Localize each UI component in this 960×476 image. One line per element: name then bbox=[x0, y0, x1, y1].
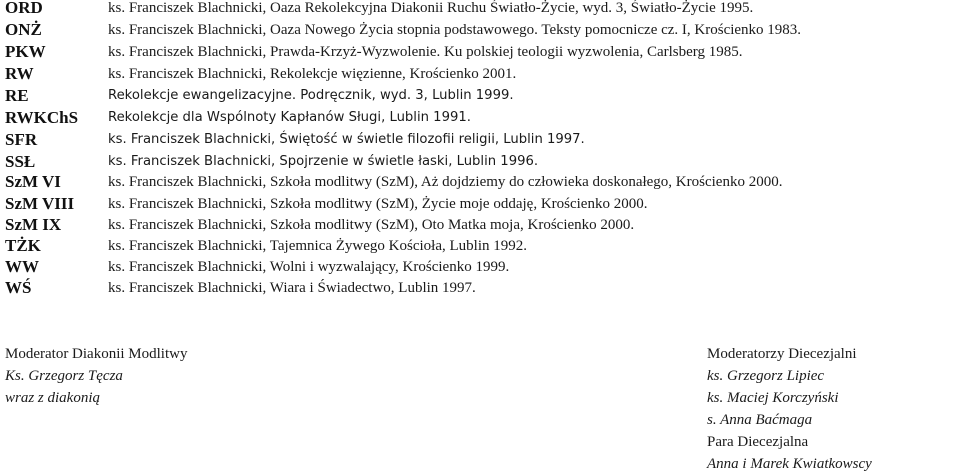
signature-title: Moderatorzy Diecezjalni bbox=[707, 346, 857, 362]
signature-note: wraz z diakonią bbox=[5, 390, 101, 406]
abbreviation-description: ks. Franciszek Blachnicki, Szkoła modlitwy (SzM), Aż dojdziemy do człowieka doskonałego, Krościenko 2000. bbox=[108, 174, 783, 190]
signature-name: ks. Grzegorz Lipiec bbox=[707, 368, 825, 384]
signature-name: ks. Maciej Korczyński bbox=[707, 390, 839, 406]
signature-left bbox=[5, 343, 187, 409]
abbreviation-description: ks. Franciszek Blachnicki, Świętość w świetle filozofii religii, Lublin 1997. bbox=[108, 132, 585, 147]
abbreviation-code: ORD bbox=[5, 0, 43, 17]
abbreviation-code: RW bbox=[5, 64, 34, 83]
abbreviation-description: ks. Franciszek Blachnicki, Oaza Nowego Życia stopnia podstawowego. Teksty pomocnicze cz. I, Krościenko 1983. bbox=[108, 22, 802, 38]
signature-name: s. Anna Baćmaga bbox=[707, 412, 813, 428]
abbreviation-code: SzM VI bbox=[5, 172, 61, 191]
abbreviation-code: WŚ bbox=[5, 278, 32, 297]
abbreviation-code: PKW bbox=[5, 42, 46, 61]
abbreviation-description: Rekolekcje dla Wspólnoty Kapłanów Sługi, Lublin 1991. bbox=[108, 110, 471, 125]
abbreviation-code: SzM VIII bbox=[5, 194, 75, 213]
abbreviation-description: ks. Franciszek Blachnicki, Oaza Rekolekcyjna Diakonii Ruchu Światło-Życie, wyd. 3, Światło-Życie 1995. bbox=[108, 0, 754, 16]
abbreviation-code: TŻK bbox=[5, 236, 41, 255]
abbreviation-description: ks. Franciszek Blachnicki, Tajemnica Żywego Kościoła, Lublin 1992. bbox=[108, 238, 527, 254]
signature-title: Moderator Diakonii Modlitwy bbox=[5, 346, 188, 362]
abbreviation-code: ONŻ bbox=[5, 20, 42, 39]
signature-name: Ks. Grzegorz Tęcza bbox=[5, 368, 123, 384]
abbreviation-code: WW bbox=[5, 257, 39, 276]
abbreviation-code: SSŁ bbox=[5, 152, 36, 171]
abbreviation-description: ks. Franciszek Blachnicki, Wolni i wyzwalający, Krościenko 1999. bbox=[108, 259, 510, 275]
abbreviation-description: Rekolekcje ewangelizacyjne. Podręcznik, wyd. 3, Lublin 1999. bbox=[108, 88, 514, 103]
signature-right bbox=[707, 343, 872, 475]
abbreviation-code: RE bbox=[5, 86, 29, 105]
abbreviation-description: ks. Franciszek Blachnicki, Wiara i Świadectwo, Lublin 1997. bbox=[108, 280, 476, 296]
abbreviation-description: ks. Franciszek Blachnicki, Rekolekcje więzienne, Krościenko 2001. bbox=[108, 66, 517, 82]
abbreviation-code: SFR bbox=[5, 130, 38, 149]
abbreviation-code: RWKChS bbox=[5, 108, 79, 127]
abbreviation-description: ks. Franciszek Blachnicki, Prawda-Krzyż-Wyzwolenie. Ku polskiej teologii wyzwolenia, Carlsberg 1985. bbox=[108, 44, 743, 60]
abbreviation-code: SzM IX bbox=[5, 215, 62, 234]
abbreviation-description: ks. Franciszek Blachnicki, Spojrzenie w świetle łaski, Lublin 1996. bbox=[108, 154, 539, 169]
signature-couple: Anna i Marek Kwiatkowscy bbox=[707, 456, 872, 472]
abbreviation-description: ks. Franciszek Blachnicki, Szkoła modlitwy (SzM), Życie moje oddaję, Krościenko 2000. bbox=[108, 196, 648, 212]
abbreviation-description: ks. Franciszek Blachnicki, Szkoła modlitwy (SzM), Oto Matka moja, Krościenko 2000. bbox=[108, 217, 635, 233]
signature-subtitle: Para Diecezjalna bbox=[707, 434, 809, 450]
